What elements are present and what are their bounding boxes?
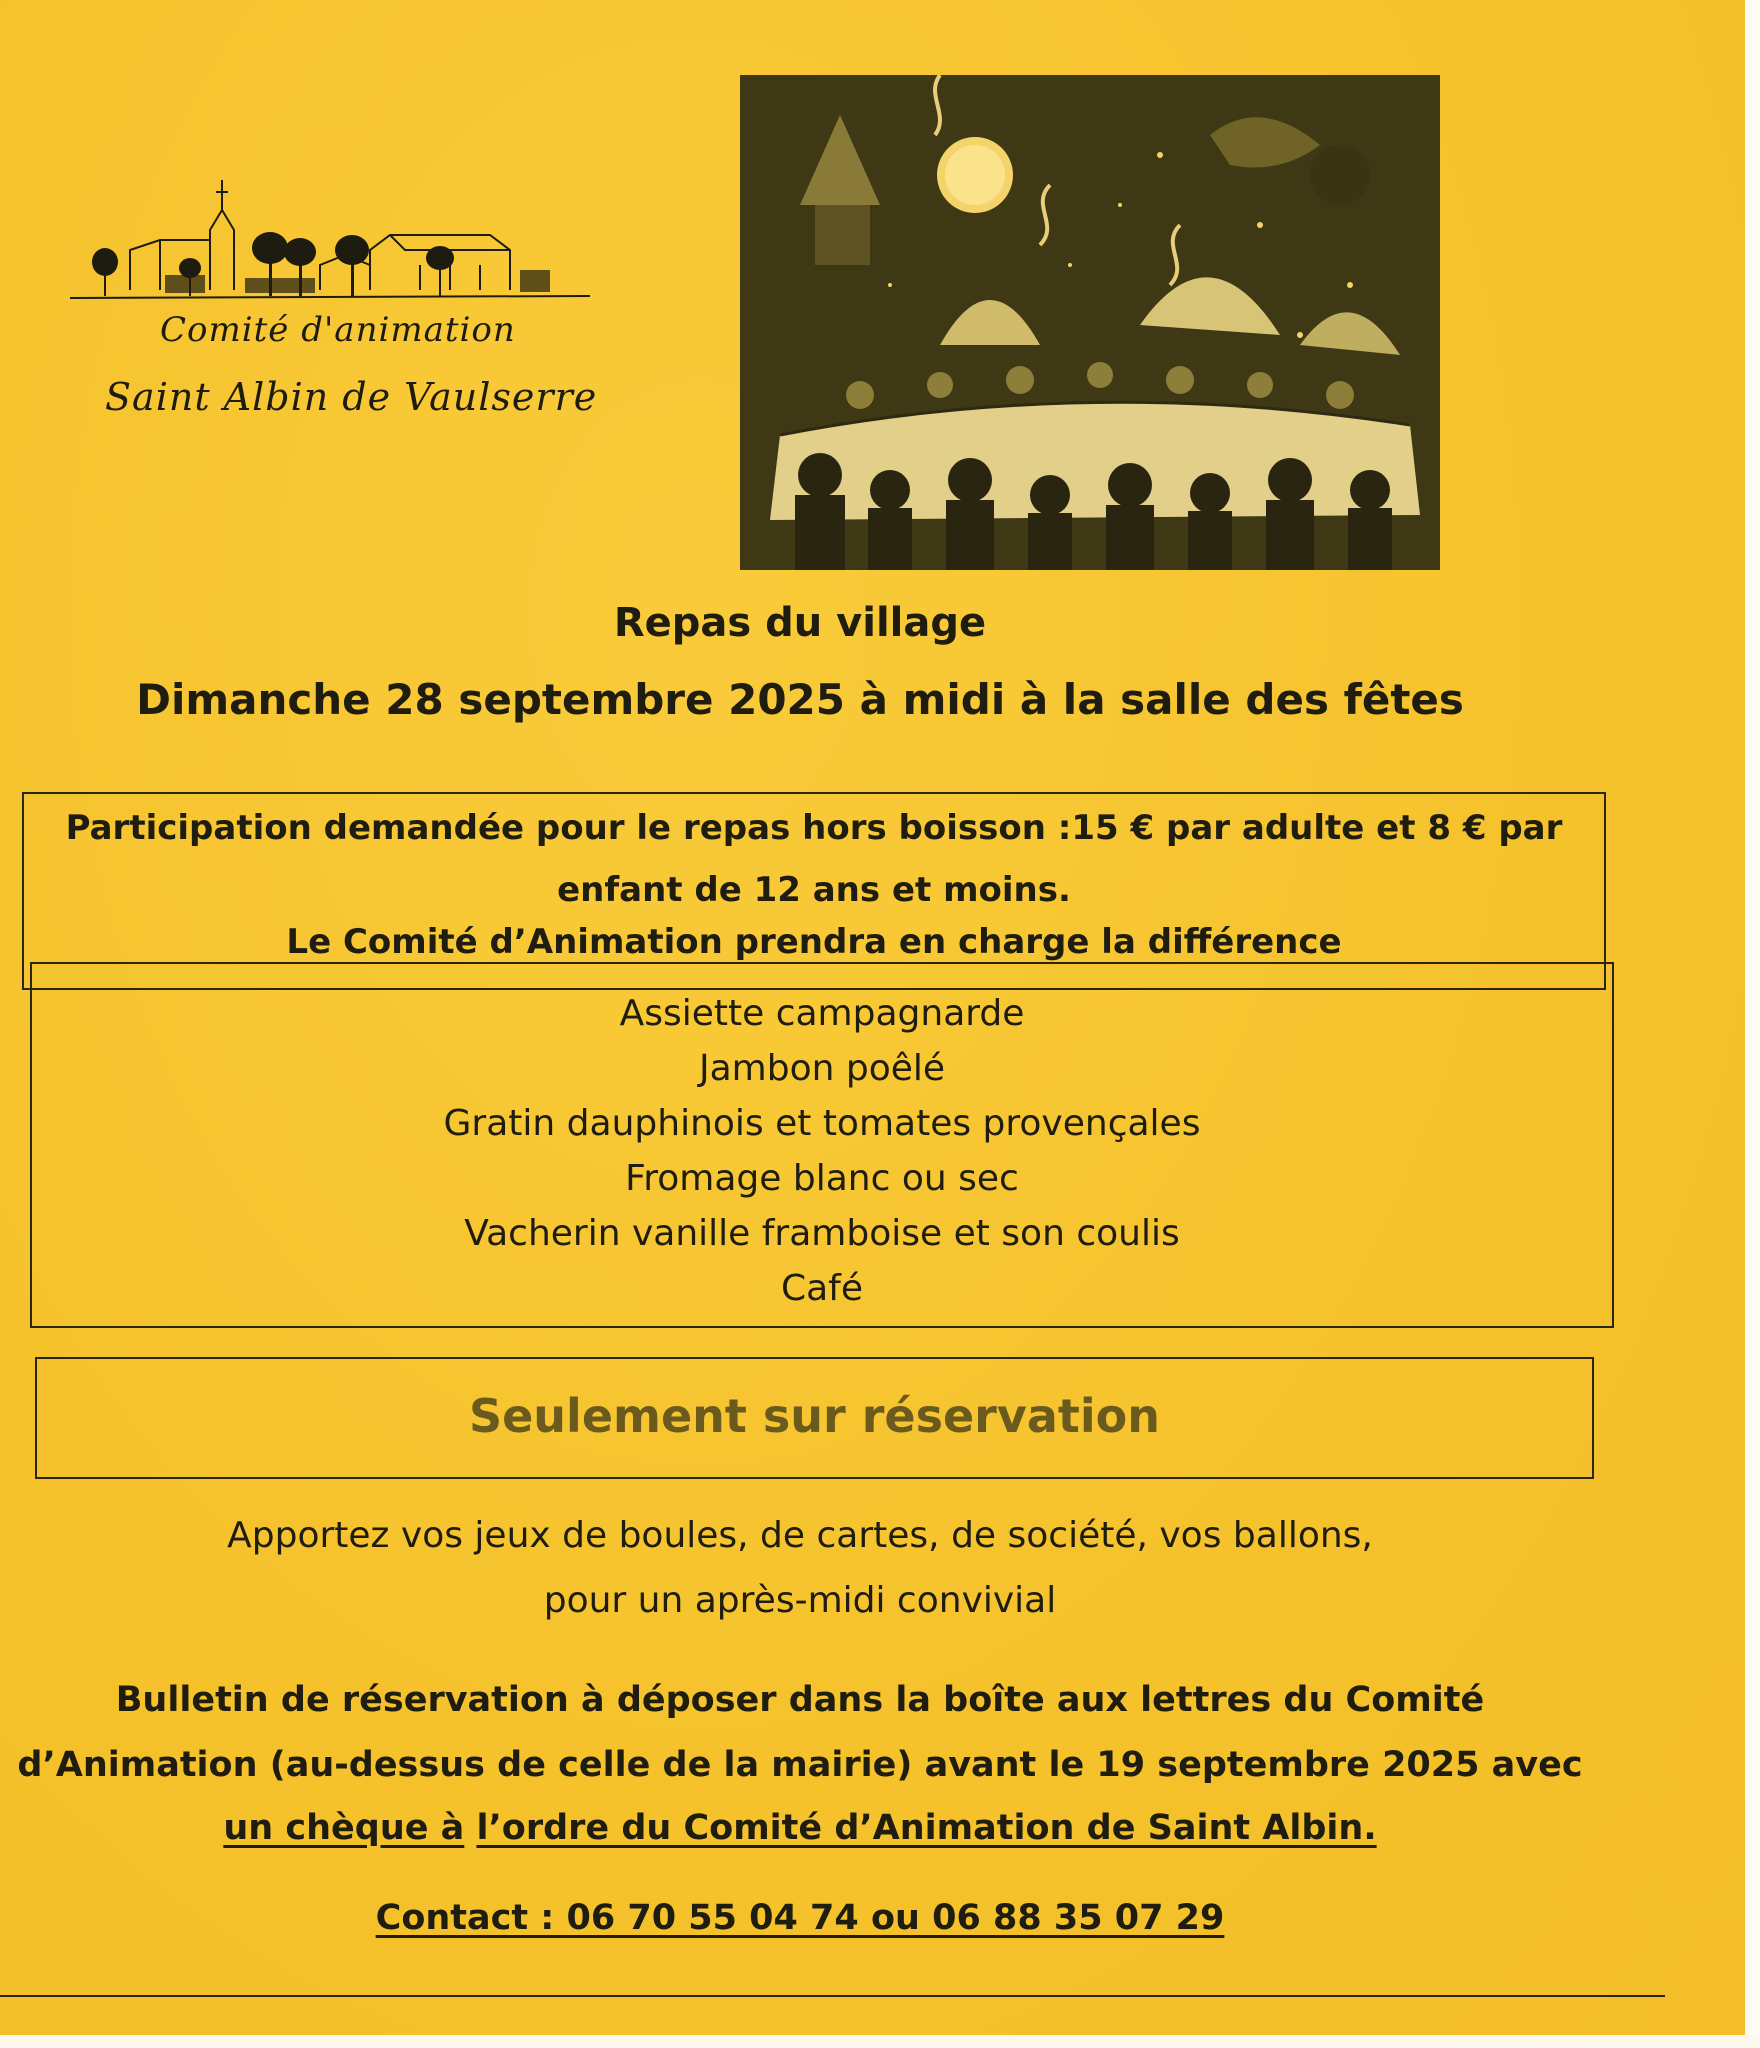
event-date-line: Dimanche 28 septembre 2025 à midi à la salle des fêtes (136, 675, 1464, 724)
bulletin-line-1: Bulletin de réservation à déposer dans la boîte aux lettres du Comité (115, 1680, 1485, 1720)
banquet-illustration (740, 75, 1440, 570)
bring-line-2: pour un après-midi convivial (543, 1580, 1057, 1621)
logo-line-committee: Comité d'animation (160, 310, 516, 350)
logo-line-village: Saint Albin de Vaulserre (105, 375, 598, 419)
village-sketch-icon (70, 170, 610, 310)
committee-logo (70, 170, 610, 440)
contact-phone-numbers: Contact : 06 70 55 04 74 ou 06 88 35 07 29 (375, 1898, 1225, 1938)
bulletin-cheque-text: un chèque à (223, 1808, 465, 1848)
scan-margin-bottom (0, 2035, 1760, 2048)
bulletin-line-3 (0, 1808, 1600, 1848)
bulletin-order-text: l’ordre du Comité d’Animation de Saint Albin. (476, 1808, 1377, 1848)
reservation-only-text: Seulement sur réservation (468, 1389, 1161, 1443)
price-line-1: Participation demandée pour le repas hors boisson :15 € par adulte et 8 € par (65, 808, 1563, 848)
menu-item: Gratin dauphinois et tomates provençales (443, 1103, 1201, 1144)
footer-divider (0, 1995, 1665, 1997)
reservation-box (35, 1357, 1594, 1479)
menu-item: Jambon poêlé (698, 1048, 946, 1089)
menu-item: Assiette campagnarde (619, 993, 1025, 1034)
menu-item: Café (780, 1268, 864, 1309)
price-line-3: Le Comité d’Animation prendra en charge la différence (286, 922, 1342, 962)
price-box (22, 792, 1606, 990)
contact-line (0, 1898, 1600, 1938)
price-line-2: enfant de 12 ans et moins. (557, 870, 1071, 910)
menu-item: Vacherin vanille framboise et son coulis (464, 1213, 1180, 1254)
menu-box (30, 962, 1614, 1328)
scan-margin-right (1745, 0, 1760, 2048)
menu-item: Fromage blanc ou sec (625, 1158, 1019, 1199)
bulletin-line-2: d’Animation (au-dessus de celle de la mairie) avant le 19 septembre 2025 avec (17, 1745, 1583, 1785)
menu-list (32, 986, 1612, 1316)
event-title: Repas du village (613, 600, 987, 646)
bring-line-1: Apportez vos jeux de boules, de cartes, de société, vos ballons, (227, 1515, 1373, 1556)
